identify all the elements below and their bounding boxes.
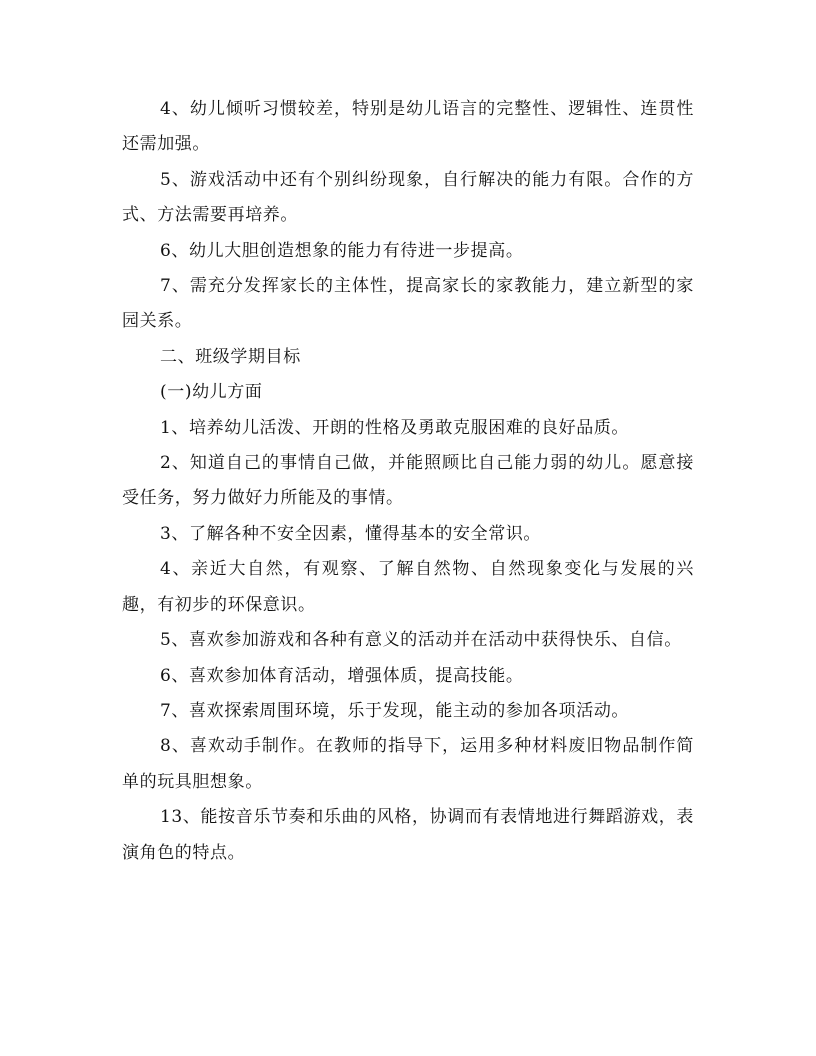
goal-item-6: 6、喜欢参加体育活动，增强体质，提高技能。 bbox=[160, 665, 524, 686]
goal-item-3: 3、了解各种不安全因素，懂得基本的安全常识。 bbox=[160, 523, 542, 544]
document-body bbox=[122, 92, 694, 871]
goal-item-2: 2、知道自己的事情自己做，并能照顾比自己能力弱的幼儿。愿意接受任务，努力做好力所能及的事情。 bbox=[122, 453, 694, 509]
goal-item-1: 1、培养幼儿活泼、开朗的性格及勇敢克服困难的良好品质。 bbox=[160, 417, 630, 438]
paragraph-parent-role: 7、需充分发挥家长的主体性，提高家长的家教能力，建立新型的家园关系。 bbox=[122, 276, 694, 332]
section-heading-semester-goals: 二、班级学期目标 bbox=[160, 346, 301, 367]
goal-item-4: 4、亲近大自然，有观察、了解自然物、自然现象变化与发展的兴趣，有初步的环保意识。 bbox=[122, 559, 694, 615]
goal-item-7: 7、喜欢探索周围环境，乐于发现，能主动的参加各项活动。 bbox=[160, 700, 630, 721]
subsection-heading-children: (一)幼儿方面 bbox=[160, 382, 263, 403]
paragraph-listening-habits: 4、幼儿倾听习惯较差，特别是幼儿语言的完整性、逻辑性、连贯性还需加强。 bbox=[122, 99, 694, 155]
paragraph-creative-imagination: 6、幼儿大胆创造想象的能力有待进一步提高。 bbox=[160, 240, 524, 261]
goal-item-8: 8、喜欢动手制作。在教师的指导下，运用多种材料废旧物品制作简单的玩具胆想象。 bbox=[122, 736, 694, 792]
goal-item-5: 5、喜欢参加游戏和各种有意义的活动并在活动中获得快乐、自信。 bbox=[160, 630, 682, 651]
goal-item-13: 13、能按音乐节奏和乐曲的风格，协调而有表情地进行舞蹈游戏，表演角色的特点。 bbox=[122, 807, 694, 863]
paragraph-game-disputes: 5、游戏活动中还有个别纠纷现象，自行解决的能力有限。合作的方式、方法需要再培养。 bbox=[122, 169, 694, 226]
